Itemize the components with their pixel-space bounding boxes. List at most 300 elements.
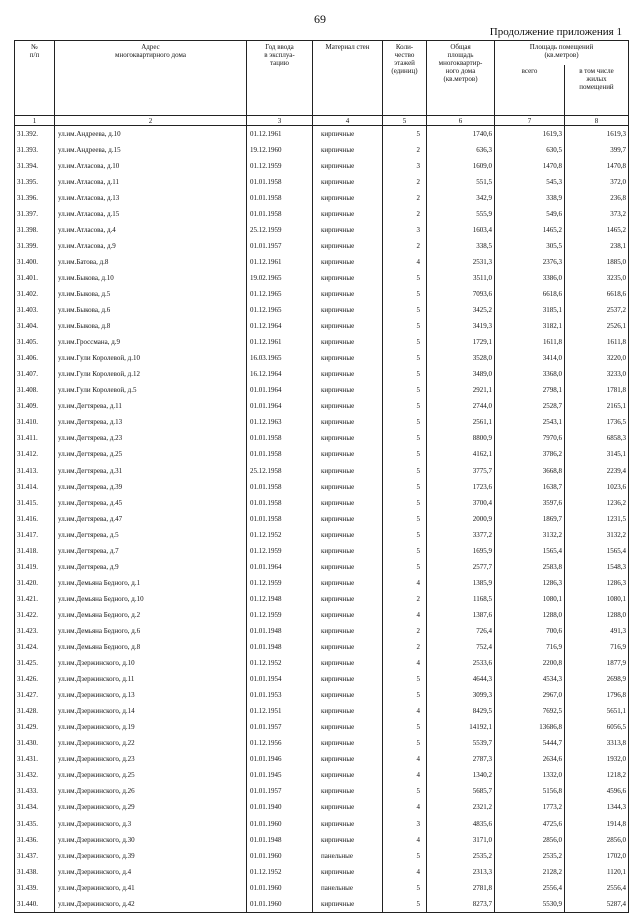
cell-premises-residential: 1286,3 — [565, 575, 629, 591]
cell-area: 1723,6 — [427, 479, 495, 495]
cell-area: 2000,9 — [427, 511, 495, 527]
cell-area: 1729,1 — [427, 335, 495, 351]
cell-material: кирпичные — [313, 383, 383, 399]
cell-area: 3528,0 — [427, 351, 495, 367]
cell-number: 31.401. — [15, 270, 55, 286]
table-row — [15, 174, 629, 190]
cell-floors: 5 — [383, 367, 427, 383]
cell-material: кирпичные — [313, 495, 383, 511]
table-row — [15, 206, 629, 222]
cell-premises-residential: 491,3 — [565, 623, 629, 639]
cell-area: 4644,3 — [427, 672, 495, 688]
cell-year: 01.01.1958 — [247, 174, 313, 190]
cell-material: кирпичные — [313, 303, 383, 319]
column-number: 6 — [427, 116, 495, 126]
cell-area: 7093,6 — [427, 286, 495, 302]
cell-number: 31.413. — [15, 463, 55, 479]
cell-premises-total: 1080,1 — [495, 591, 565, 607]
cell-area: 2535,2 — [427, 848, 495, 864]
table-row — [15, 142, 629, 158]
cell-premises-residential: 3313,8 — [565, 736, 629, 752]
table-row — [15, 672, 629, 688]
cell-year: 01.01.1964 — [247, 559, 313, 575]
cell-floors: 2 — [383, 623, 427, 639]
cell-address: ул.им.Атласова, д.15 — [55, 206, 247, 222]
cell-number: 31.435. — [15, 816, 55, 832]
column-number: 1 — [15, 116, 55, 126]
header-premises-group: Площадь помещений (кв.метров) — [495, 41, 629, 66]
column-number: 4 — [313, 116, 383, 126]
cell-area: 8800,9 — [427, 431, 495, 447]
cell-premises-residential: 238,1 — [565, 238, 629, 254]
cell-material: кирпичные — [313, 238, 383, 254]
cell-floors: 4 — [383, 656, 427, 672]
cell-number: 31.434. — [15, 800, 55, 816]
cell-number: 31.397. — [15, 206, 55, 222]
cell-floors: 5 — [383, 511, 427, 527]
cell-material: кирпичные — [313, 479, 383, 495]
cell-floors: 5 — [383, 543, 427, 559]
cell-floors: 5 — [383, 351, 427, 367]
cell-area: 14192,1 — [427, 720, 495, 736]
cell-year: 19.02.1965 — [247, 270, 313, 286]
cell-premises-total: 2535,2 — [495, 848, 565, 864]
cell-year: 01.01.1948 — [247, 623, 313, 639]
cell-address: ул.им.Дегтярева, д.9 — [55, 559, 247, 575]
cell-number: 31.405. — [15, 335, 55, 351]
cell-area: 5539,7 — [427, 736, 495, 752]
cell-floors: 4 — [383, 575, 427, 591]
cell-premises-residential: 1611,8 — [565, 335, 629, 351]
cell-material: кирпичные — [313, 174, 383, 190]
cell-address: ул.им.Дзержинского, д.22 — [55, 736, 247, 752]
cell-number: 31.420. — [15, 575, 55, 591]
cell-floors: 5 — [383, 720, 427, 736]
cell-address: ул.им.Дзержинского, д.13 — [55, 688, 247, 704]
cell-number: 31.408. — [15, 383, 55, 399]
cell-number: 31.395. — [15, 174, 55, 190]
cell-number: 31.429. — [15, 720, 55, 736]
cell-year: 16.12.1964 — [247, 367, 313, 383]
cell-premises-residential: 1344,3 — [565, 800, 629, 816]
cell-floors: 5 — [383, 495, 427, 511]
cell-year: 01.12.1959 — [247, 158, 313, 174]
cell-number: 31.438. — [15, 864, 55, 880]
cell-premises-residential: 2239,4 — [565, 463, 629, 479]
cell-area: 1609,0 — [427, 158, 495, 174]
table-row — [15, 640, 629, 656]
cell-premises-residential: 1023,6 — [565, 479, 629, 495]
table-row — [15, 367, 629, 383]
column-number: 5 — [383, 116, 427, 126]
cell-premises-residential: 1080,1 — [565, 591, 629, 607]
cell-premises-residential: 4596,6 — [565, 784, 629, 800]
cell-premises-residential: 399,7 — [565, 142, 629, 158]
cell-year: 01.01.1958 — [247, 511, 313, 527]
cell-material: кирпичные — [313, 463, 383, 479]
cell-year: 01.01.1960 — [247, 848, 313, 864]
cell-year: 01.12.1952 — [247, 527, 313, 543]
cell-year: 01.12.1961 — [247, 335, 313, 351]
cell-premises-residential: 3145,1 — [565, 447, 629, 463]
cell-material: кирпичные — [313, 559, 383, 575]
cell-year: 01.01.1960 — [247, 896, 313, 913]
cell-address: ул.им.Гули Королевой, д.10 — [55, 351, 247, 367]
header-premises-total: всего — [495, 65, 565, 116]
cell-year: 01.12.1961 — [247, 254, 313, 270]
cell-material: кирпичные — [313, 142, 383, 158]
cell-floors: 5 — [383, 303, 427, 319]
cell-year: 01.12.1952 — [247, 656, 313, 672]
cell-premises-residential: 372,0 — [565, 174, 629, 190]
cell-year: 01.01.1964 — [247, 383, 313, 399]
column-number: 3 — [247, 116, 313, 126]
cell-address: ул.им.Демьяна Бедного, д.1 — [55, 575, 247, 591]
cell-address: ул.им.Дзержинского, д.42 — [55, 896, 247, 913]
cell-floors: 5 — [383, 896, 427, 913]
cell-material: кирпичные — [313, 222, 383, 238]
cell-material: кирпичные — [313, 543, 383, 559]
cell-material: кирпичные — [313, 640, 383, 656]
cell-material: кирпичные — [313, 431, 383, 447]
cell-address: ул.им.Дегтярева, д.5 — [55, 527, 247, 543]
cell-number: 31.423. — [15, 623, 55, 639]
cell-address: ул.им.Гули Королевой, д.12 — [55, 367, 247, 383]
cell-floors: 5 — [383, 479, 427, 495]
cell-premises-total: 5530,9 — [495, 896, 565, 913]
cell-floors: 5 — [383, 126, 427, 143]
cell-year: 01.12.1963 — [247, 415, 313, 431]
cell-year: 01.01.1964 — [247, 399, 313, 415]
cell-premises-residential: 2856,0 — [565, 832, 629, 848]
cell-year: 01.01.1957 — [247, 720, 313, 736]
cell-premises-total: 13686,8 — [495, 720, 565, 736]
cell-premises-total: 2556,4 — [495, 880, 565, 896]
table-row — [15, 864, 629, 880]
table-row — [15, 768, 629, 784]
cell-material: кирпичные — [313, 206, 383, 222]
cell-floors: 3 — [383, 222, 427, 238]
cell-premises-residential: 1465,2 — [565, 222, 629, 238]
cell-number: 31.406. — [15, 351, 55, 367]
cell-premises-total: 2967,0 — [495, 688, 565, 704]
table-row — [15, 190, 629, 206]
cell-material: кирпичные — [313, 704, 383, 720]
cell-number: 31.426. — [15, 672, 55, 688]
cell-material: кирпичные — [313, 768, 383, 784]
cell-year: 01.12.1951 — [247, 704, 313, 720]
cell-area: 2921,1 — [427, 383, 495, 399]
cell-number: 31.415. — [15, 495, 55, 511]
cell-address: ул.им.Дзержинского, д.25 — [55, 768, 247, 784]
header-area: Общая площадь многоквартир- ного дома (кв.метров) — [427, 41, 495, 116]
cell-year: 01.12.1965 — [247, 303, 313, 319]
cell-number: 31.407. — [15, 367, 55, 383]
cell-floors: 3 — [383, 816, 427, 832]
cell-address: ул.им.Андреева, д.15 — [55, 142, 247, 158]
cell-premises-total: 4725,6 — [495, 816, 565, 832]
cell-premises-residential: 716,9 — [565, 640, 629, 656]
table-row — [15, 559, 629, 575]
table-row — [15, 303, 629, 319]
cell-number: 31.392. — [15, 126, 55, 143]
cell-premises-residential: 3233,0 — [565, 367, 629, 383]
cell-year: 01.01.1960 — [247, 816, 313, 832]
cell-floors: 5 — [383, 736, 427, 752]
cell-floors: 2 — [383, 640, 427, 656]
table-row — [15, 656, 629, 672]
cell-number: 31.439. — [15, 880, 55, 896]
cell-year: 19.12.1960 — [247, 142, 313, 158]
cell-address: ул.им.Демьяна Бедного, д.2 — [55, 607, 247, 623]
cell-number: 31.422. — [15, 607, 55, 623]
cell-premises-residential: 1565,4 — [565, 543, 629, 559]
cell-address: ул.им.Дзержинского, д.41 — [55, 880, 247, 896]
cell-premises-total: 1565,4 — [495, 543, 565, 559]
cell-material: кирпичные — [313, 832, 383, 848]
cell-address: ул.им.Дегтярева, д.31 — [55, 463, 247, 479]
cell-floors: 4 — [383, 800, 427, 816]
cell-floors: 5 — [383, 463, 427, 479]
cell-premises-total: 2634,6 — [495, 752, 565, 768]
cell-material: кирпичные — [313, 447, 383, 463]
cell-premises-total: 3185,1 — [495, 303, 565, 319]
column-numbers-row — [15, 116, 629, 126]
cell-address: ул.им.Дегтярева, д.45 — [55, 495, 247, 511]
cell-premises-total: 3597,6 — [495, 495, 565, 511]
cell-area: 1385,9 — [427, 575, 495, 591]
cell-year: 01.01.1940 — [247, 800, 313, 816]
cell-number: 31.402. — [15, 286, 55, 302]
cell-material: кирпичные — [313, 415, 383, 431]
cell-year: 25.12.1959 — [247, 222, 313, 238]
cell-address: ул.им.Дзержинского, д.4 — [55, 864, 247, 880]
cell-area: 752,4 — [427, 640, 495, 656]
cell-material: кирпичные — [313, 319, 383, 335]
cell-year: 01.12.1964 — [247, 319, 313, 335]
column-number: 8 — [565, 116, 629, 126]
header-floors: Коли- чество этажей (единиц) — [383, 41, 427, 116]
cell-year: 01.01.1946 — [247, 752, 313, 768]
cell-year: 25.12.1958 — [247, 463, 313, 479]
cell-material: кирпичные — [313, 367, 383, 383]
cell-premises-residential: 6858,3 — [565, 431, 629, 447]
cell-premises-residential: 1796,8 — [565, 688, 629, 704]
cell-area: 1695,9 — [427, 543, 495, 559]
cell-area: 3419,3 — [427, 319, 495, 335]
table-row — [15, 431, 629, 447]
cell-premises-residential: 1781,8 — [565, 383, 629, 399]
cell-premises-total: 7692,5 — [495, 704, 565, 720]
cell-material: кирпичные — [313, 270, 383, 286]
cell-premises-residential: 1736,5 — [565, 415, 629, 431]
cell-area: 1168,5 — [427, 591, 495, 607]
cell-number: 31.425. — [15, 656, 55, 672]
cell-premises-residential: 2165,1 — [565, 399, 629, 415]
cell-year: 01.12.1959 — [247, 543, 313, 559]
cell-number: 31.432. — [15, 768, 55, 784]
cell-premises-total: 1869,7 — [495, 511, 565, 527]
cell-year: 01.01.1957 — [247, 784, 313, 800]
cell-material: кирпичные — [313, 126, 383, 143]
cell-area: 8273,7 — [427, 896, 495, 913]
cell-number: 31.427. — [15, 688, 55, 704]
cell-premises-residential: 2556,4 — [565, 880, 629, 896]
table-row — [15, 479, 629, 495]
table-row — [15, 848, 629, 864]
cell-premises-total: 545,3 — [495, 174, 565, 190]
cell-premises-residential: 3132,2 — [565, 527, 629, 543]
cell-premises-residential: 1548,3 — [565, 559, 629, 575]
cell-address: ул.им.Демьяна Бедного, д.6 — [55, 623, 247, 639]
cell-area: 2561,1 — [427, 415, 495, 431]
table-row — [15, 126, 629, 143]
cell-number: 31.421. — [15, 591, 55, 607]
cell-area: 2744,0 — [427, 399, 495, 415]
table-row — [15, 222, 629, 238]
cell-floors: 4 — [383, 752, 427, 768]
cell-material: кирпичные — [313, 158, 383, 174]
cell-number: 31.398. — [15, 222, 55, 238]
cell-number: 31.403. — [15, 303, 55, 319]
cell-premises-total: 1470,8 — [495, 158, 565, 174]
cell-floors: 2 — [383, 591, 427, 607]
page-number: 69 — [314, 12, 326, 26]
cell-address: ул.им.Дегтярева, д.23 — [55, 431, 247, 447]
cell-premises-total: 1773,2 — [495, 800, 565, 816]
cell-premises-total: 7970,6 — [495, 431, 565, 447]
cell-premises-residential: 1120,1 — [565, 864, 629, 880]
cell-address: ул.им.Быкова, д.8 — [55, 319, 247, 335]
cell-premises-total: 2543,1 — [495, 415, 565, 431]
cell-premises-total: 3132,2 — [495, 527, 565, 543]
cell-premises-residential: 3220,0 — [565, 351, 629, 367]
cell-area: 2313,3 — [427, 864, 495, 880]
cell-floors: 4 — [383, 864, 427, 880]
cell-premises-residential: 373,2 — [565, 206, 629, 222]
cell-premises-residential: 1470,8 — [565, 158, 629, 174]
cell-premises-total: 1286,3 — [495, 575, 565, 591]
table-row — [15, 543, 629, 559]
cell-premises-total: 1465,2 — [495, 222, 565, 238]
table-row — [15, 575, 629, 591]
table-row — [15, 319, 629, 335]
cell-premises-total: 5444,7 — [495, 736, 565, 752]
housing-table — [14, 40, 629, 913]
cell-address: ул.им.Дзержинского, д.11 — [55, 672, 247, 688]
cell-premises-total: 5156,8 — [495, 784, 565, 800]
cell-area: 1603,4 — [427, 222, 495, 238]
cell-premises-total: 3182,1 — [495, 319, 565, 335]
cell-material: кирпичные — [313, 511, 383, 527]
cell-premises-residential: 1231,5 — [565, 511, 629, 527]
cell-floors: 3 — [383, 158, 427, 174]
cell-premises-residential: 236,8 — [565, 190, 629, 206]
cell-address: ул.им.Демьяна Бедного, д.10 — [55, 591, 247, 607]
cell-material: панельные — [313, 848, 383, 864]
cell-area: 2787,3 — [427, 752, 495, 768]
cell-premises-total: 2376,3 — [495, 254, 565, 270]
cell-material: кирпичные — [313, 335, 383, 351]
cell-year: 01.01.1958 — [247, 495, 313, 511]
cell-premises-total: 1288,0 — [495, 607, 565, 623]
header-address: Адрес многоквартирного дома — [55, 41, 247, 116]
cell-year: 01.01.1948 — [247, 832, 313, 848]
cell-address: ул.им.Атласова, д.11 — [55, 174, 247, 190]
table-header — [15, 41, 629, 126]
table-row — [15, 816, 629, 832]
cell-number: 31.414. — [15, 479, 55, 495]
cell-number: 31.393. — [15, 142, 55, 158]
cell-number: 31.436. — [15, 832, 55, 848]
cell-address: ул.им.Атласова, д.13 — [55, 190, 247, 206]
cell-floors: 4 — [383, 254, 427, 270]
header-year: Год ввода в эксплуа- тацию — [247, 41, 313, 116]
cell-area: 4162,1 — [427, 447, 495, 463]
cell-floors: 5 — [383, 672, 427, 688]
cell-floors: 2 — [383, 142, 427, 158]
cell-address: ул.им.Демьяна Бедного, д.8 — [55, 640, 247, 656]
cell-address: ул.им.Дегтярева, д.25 — [55, 447, 247, 463]
cell-year: 01.12.1965 — [247, 286, 313, 302]
cell-material: кирпичные — [313, 591, 383, 607]
cell-material: кирпичные — [313, 286, 383, 302]
cell-material: кирпичные — [313, 656, 383, 672]
cell-premises-residential: 2526,1 — [565, 319, 629, 335]
cell-area: 8429,5 — [427, 704, 495, 720]
cell-address: ул.им.Быкова, д.6 — [55, 303, 247, 319]
cell-floors: 5 — [383, 319, 427, 335]
cell-material: кирпичные — [313, 816, 383, 832]
cell-premises-total: 1619,3 — [495, 126, 565, 143]
cell-address: ул.им.Дегтярева, д.11 — [55, 399, 247, 415]
cell-number: 31.409. — [15, 399, 55, 415]
table-row — [15, 832, 629, 848]
cell-address: ул.им.Дзержинского, д.29 — [55, 800, 247, 816]
cell-premises-residential: 6618,6 — [565, 286, 629, 302]
cell-number: 31.417. — [15, 527, 55, 543]
cell-area: 3700,4 — [427, 495, 495, 511]
cell-premises-total: 3786,2 — [495, 447, 565, 463]
cell-floors: 5 — [383, 688, 427, 704]
cell-address: ул.им.Дегтярева, д.39 — [55, 479, 247, 495]
cell-year: 01.01.1948 — [247, 640, 313, 656]
cell-address: ул.им.Дзержинского, д.10 — [55, 656, 247, 672]
cell-floors: 4 — [383, 768, 427, 784]
cell-address: ул.им.Дзержинского, д.14 — [55, 704, 247, 720]
cell-address: ул.им.Дегтярева, д.7 — [55, 543, 247, 559]
cell-floors: 5 — [383, 447, 427, 463]
cell-area: 2781,8 — [427, 880, 495, 896]
cell-year: 16.03.1965 — [247, 351, 313, 367]
cell-area: 2577,7 — [427, 559, 495, 575]
cell-premises-total: 2856,0 — [495, 832, 565, 848]
cell-number: 31.428. — [15, 704, 55, 720]
table-row — [15, 286, 629, 302]
table-row — [15, 238, 629, 254]
cell-floors: 4 — [383, 607, 427, 623]
cell-premises-total: 338,9 — [495, 190, 565, 206]
cell-address: ул.им.Дзержинского, д.30 — [55, 832, 247, 848]
cell-material: кирпичные — [313, 784, 383, 800]
cell-material: кирпичные — [313, 672, 383, 688]
cell-floors: 5 — [383, 286, 427, 302]
table-row — [15, 704, 629, 720]
cell-floors: 5 — [383, 527, 427, 543]
cell-year: 01.01.1945 — [247, 768, 313, 784]
cell-number: 31.416. — [15, 511, 55, 527]
cell-floors: 5 — [383, 415, 427, 431]
